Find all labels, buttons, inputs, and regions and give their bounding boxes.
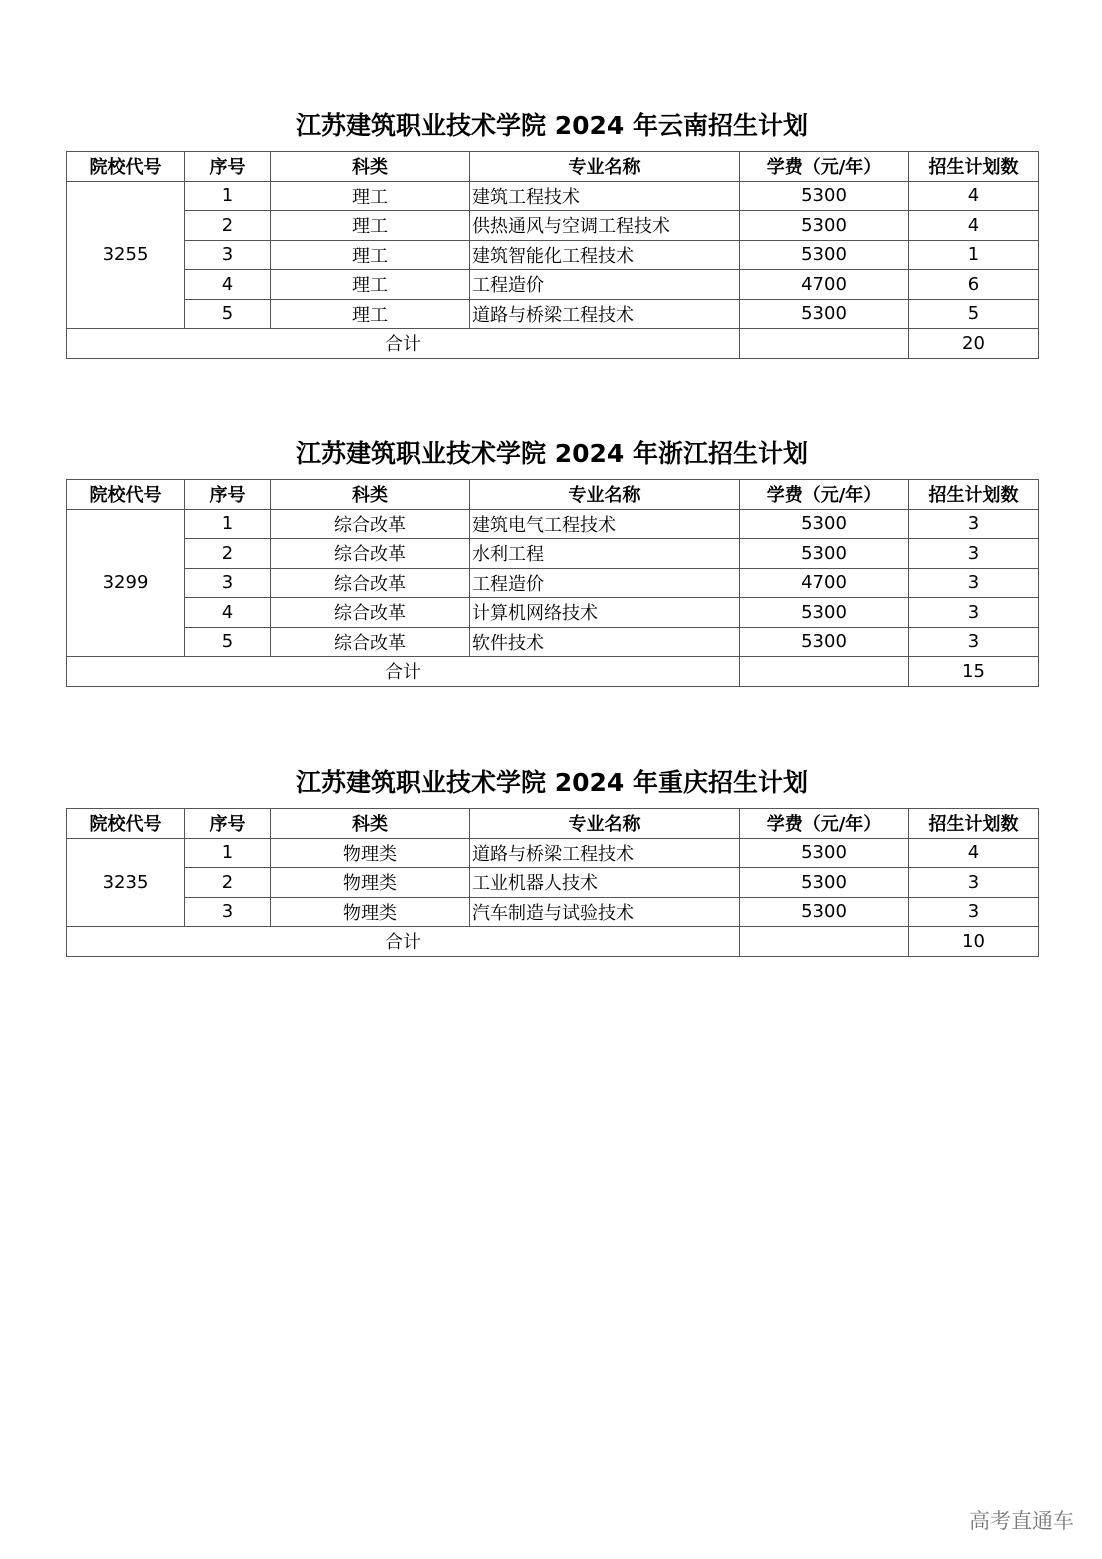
plan-cell: 3	[909, 509, 1039, 539]
fee-cell: 5300	[740, 240, 909, 270]
header-plan: 招生计划数	[909, 152, 1039, 182]
total-label: 合计	[67, 329, 740, 359]
category-cell: 理工	[271, 299, 470, 329]
section-title: 江苏建筑职业技术学院 2024 年重庆招生计划	[296, 768, 808, 797]
major-cell: 建筑智能化工程技术	[470, 240, 740, 270]
total-value: 20	[909, 329, 1039, 359]
table-row	[67, 627, 1039, 657]
category-cell: 综合改革	[271, 539, 470, 569]
fee-cell: 4700	[740, 270, 909, 300]
header-seq: 序号	[185, 809, 271, 839]
seq-cell: 4	[185, 270, 271, 300]
major-cell: 供热通风与空调工程技术	[470, 211, 740, 241]
total-value: 10	[909, 927, 1039, 957]
fee-cell: 5300	[740, 509, 909, 539]
total-value: 15	[909, 657, 1039, 687]
major-cell: 工业机器人技术	[470, 868, 740, 898]
fee-cell: 5300	[740, 627, 909, 657]
plan-cell: 4	[909, 181, 1039, 211]
seq-cell: 3	[185, 897, 271, 927]
fee-cell: 4700	[740, 568, 909, 598]
category-cell: 物理类	[271, 838, 470, 868]
category-cell: 理工	[271, 240, 470, 270]
seq-cell: 1	[185, 838, 271, 868]
total-label: 合计	[67, 927, 740, 957]
table-row	[67, 598, 1039, 628]
fee-cell: 5300	[740, 299, 909, 329]
table-row	[67, 568, 1039, 598]
header-school-code: 院校代号	[67, 480, 185, 510]
plan-section-chongqing	[66, 763, 1038, 957]
total-fee-empty	[740, 927, 909, 957]
total-row	[67, 927, 1039, 957]
major-cell: 道路与桥梁工程技术	[470, 299, 740, 329]
total-fee-empty	[740, 329, 909, 359]
header-major: 专业名称	[470, 152, 740, 182]
header-fee: 学费（元/年）	[740, 809, 909, 839]
seq-cell: 5	[185, 299, 271, 329]
header-seq: 序号	[185, 152, 271, 182]
header-category: 科类	[271, 152, 470, 182]
total-row	[67, 657, 1039, 687]
major-cell: 水利工程	[470, 539, 740, 569]
major-cell: 工程造价	[470, 568, 740, 598]
table-row	[67, 897, 1039, 927]
major-cell: 建筑工程技术	[470, 181, 740, 211]
header-seq: 序号	[185, 480, 271, 510]
plan-cell: 3	[909, 598, 1039, 628]
seq-cell: 1	[185, 509, 271, 539]
header-school-code: 院校代号	[67, 152, 185, 182]
plan-table	[66, 151, 1039, 359]
seq-cell: 3	[185, 568, 271, 598]
total-fee-empty	[740, 657, 909, 687]
fee-cell: 5300	[740, 598, 909, 628]
table-header-row	[67, 480, 1039, 510]
header-category: 科类	[271, 480, 470, 510]
plan-cell: 3	[909, 627, 1039, 657]
plan-cell: 3	[909, 897, 1039, 927]
table-row	[67, 211, 1039, 241]
plan-cell: 3	[909, 539, 1039, 569]
fee-cell: 5300	[740, 897, 909, 927]
table-row	[67, 539, 1039, 569]
section-title: 江苏建筑职业技术学院 2024 年云南招生计划	[296, 111, 808, 140]
plan-cell: 3	[909, 568, 1039, 598]
plan-table	[66, 479, 1039, 687]
plan-cell: 3	[909, 868, 1039, 898]
table-row	[67, 868, 1039, 898]
major-cell: 汽车制造与试验技术	[470, 897, 740, 927]
header-plan: 招生计划数	[909, 809, 1039, 839]
fee-cell: 5300	[740, 211, 909, 241]
seq-cell: 1	[185, 181, 271, 211]
plan-cell: 1	[909, 240, 1039, 270]
seq-cell: 5	[185, 627, 271, 657]
header-plan: 招生计划数	[909, 480, 1039, 510]
category-cell: 综合改革	[271, 509, 470, 539]
table-row	[67, 299, 1039, 329]
table-row	[67, 838, 1039, 868]
major-cell: 工程造价	[470, 270, 740, 300]
fee-cell: 5300	[740, 838, 909, 868]
category-cell: 综合改革	[271, 627, 470, 657]
header-category: 科类	[271, 809, 470, 839]
category-cell: 物理类	[271, 897, 470, 927]
plan-section-yunnan	[66, 106, 1038, 359]
total-row	[67, 329, 1039, 359]
header-fee: 学费（元/年）	[740, 152, 909, 182]
major-cell: 道路与桥梁工程技术	[470, 838, 740, 868]
table-row	[67, 181, 1039, 211]
major-cell: 软件技术	[470, 627, 740, 657]
category-cell: 理工	[271, 211, 470, 241]
table-row	[67, 270, 1039, 300]
school-code-cell: 3235	[67, 838, 185, 927]
table-row	[67, 509, 1039, 539]
watermark: 高考直通车	[969, 1509, 1074, 1533]
plan-cell: 5	[909, 299, 1039, 329]
category-cell: 综合改革	[271, 598, 470, 628]
plan-table	[66, 808, 1039, 957]
seq-cell: 2	[185, 211, 271, 241]
header-major: 专业名称	[470, 480, 740, 510]
category-cell: 理工	[271, 270, 470, 300]
table-header-row	[67, 152, 1039, 182]
seq-cell: 2	[185, 539, 271, 569]
fee-cell: 5300	[740, 539, 909, 569]
school-code-cell: 3299	[67, 509, 185, 657]
school-code-cell: 3255	[67, 181, 185, 329]
plan-cell: 6	[909, 270, 1039, 300]
category-cell: 综合改革	[271, 568, 470, 598]
major-cell: 建筑电气工程技术	[470, 509, 740, 539]
plan-section-zhejiang	[66, 434, 1038, 687]
plan-cell: 4	[909, 838, 1039, 868]
category-cell: 理工	[271, 181, 470, 211]
header-fee: 学费（元/年）	[740, 480, 909, 510]
seq-cell: 2	[185, 868, 271, 898]
category-cell: 物理类	[271, 868, 470, 898]
major-cell: 计算机网络技术	[470, 598, 740, 628]
header-major: 专业名称	[470, 809, 740, 839]
seq-cell: 3	[185, 240, 271, 270]
fee-cell: 5300	[740, 868, 909, 898]
section-title: 江苏建筑职业技术学院 2024 年浙江招生计划	[296, 439, 808, 468]
seq-cell: 4	[185, 598, 271, 628]
total-label: 合计	[67, 657, 740, 687]
fee-cell: 5300	[740, 181, 909, 211]
table-row	[67, 240, 1039, 270]
table-header-row	[67, 809, 1039, 839]
plan-cell: 4	[909, 211, 1039, 241]
header-school-code: 院校代号	[67, 809, 185, 839]
